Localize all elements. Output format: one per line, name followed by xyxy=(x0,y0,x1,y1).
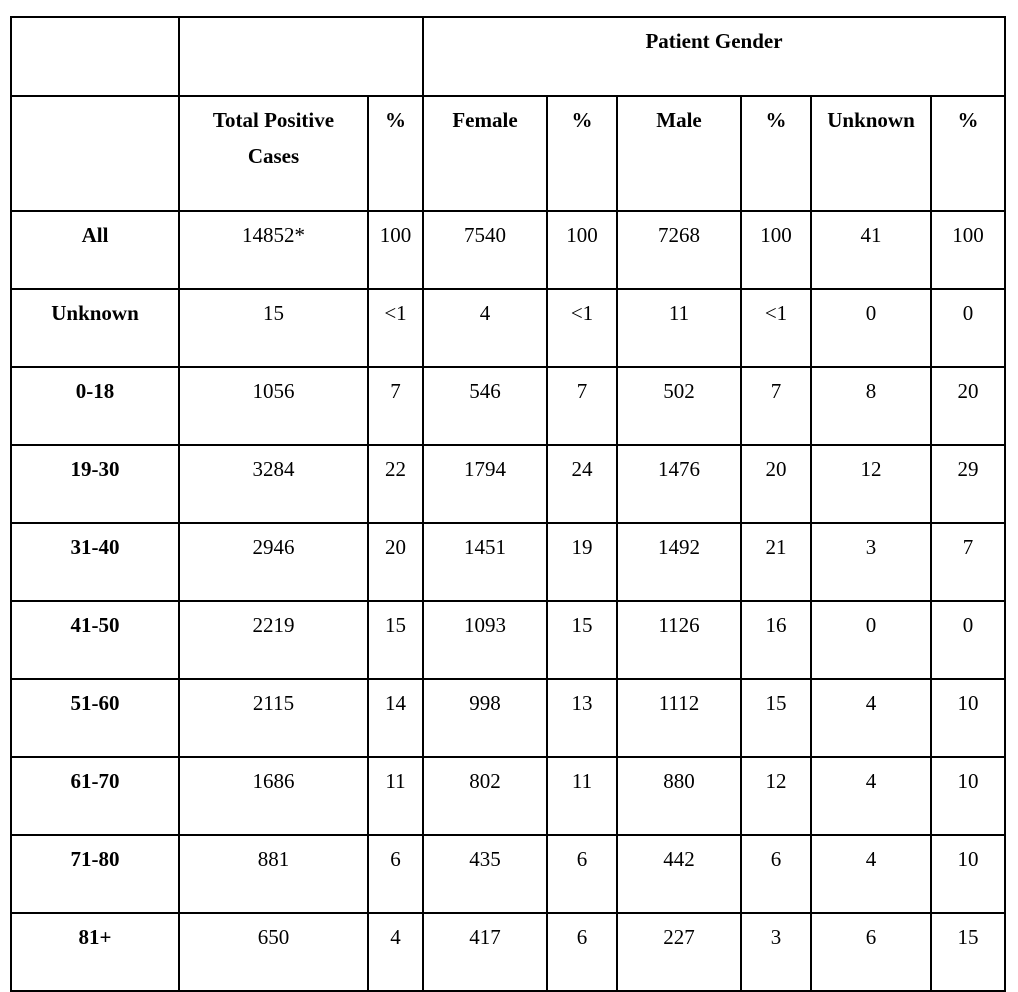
male-percent-cell: 3 xyxy=(741,913,811,991)
male-cell: 227 xyxy=(617,913,741,991)
male-percent-cell: 15 xyxy=(741,679,811,757)
unknown-gender-cell: 3 xyxy=(811,523,931,601)
patient-gender-header: Patient Gender xyxy=(423,17,1005,96)
total-percent-cell: 7 xyxy=(368,367,423,445)
unknown-gender-cell: 4 xyxy=(811,679,931,757)
total-positive-cases-cell: 650 xyxy=(179,913,368,991)
row-label: 81+ xyxy=(11,913,179,991)
total-positive-cases-cell: 1056 xyxy=(179,367,368,445)
total-positive-cases-cell: 2115 xyxy=(179,679,368,757)
unknown-gender-cell: 8 xyxy=(811,367,931,445)
female-cell: 998 xyxy=(423,679,547,757)
female-percent-cell: 15 xyxy=(547,601,617,679)
table-row xyxy=(11,523,1005,601)
table-row xyxy=(11,289,1005,367)
table-row xyxy=(11,445,1005,523)
male-cell: 442 xyxy=(617,835,741,913)
female-cell: 546 xyxy=(423,367,547,445)
empty-corner-cell xyxy=(11,17,179,96)
unknown-percent-cell: 10 xyxy=(931,757,1005,835)
table-row xyxy=(11,601,1005,679)
total-positive-cases-header: Total Positive Cases xyxy=(179,96,368,211)
male-cell: 1126 xyxy=(617,601,741,679)
total-positive-cases-cell: 2219 xyxy=(179,601,368,679)
row-label: 31-40 xyxy=(11,523,179,601)
female-cell: 1093 xyxy=(423,601,547,679)
unknown-gender-cell: 0 xyxy=(811,289,931,367)
unknown-percent-cell: 0 xyxy=(931,601,1005,679)
unknown-percent-cell: 29 xyxy=(931,445,1005,523)
total-percent-cell: 15 xyxy=(368,601,423,679)
male-percent-cell: 7 xyxy=(741,367,811,445)
unknown-gender-cell: 6 xyxy=(811,913,931,991)
table-row xyxy=(11,211,1005,289)
total-percent-cell: 14 xyxy=(368,679,423,757)
row-label: 41-50 xyxy=(11,601,179,679)
female-percent-cell: 24 xyxy=(547,445,617,523)
row-label: 71-80 xyxy=(11,835,179,913)
female-cell: 1794 xyxy=(423,445,547,523)
female-percent-cell: 6 xyxy=(547,835,617,913)
unknown-percent-cell: 10 xyxy=(931,679,1005,757)
total-percent-cell: 100 xyxy=(368,211,423,289)
female-percent-cell: 11 xyxy=(547,757,617,835)
total-percent-cell: 6 xyxy=(368,835,423,913)
table-row xyxy=(11,913,1005,991)
age-gender-table xyxy=(10,16,1006,992)
total-percent-cell: 4 xyxy=(368,913,423,991)
female-percent-cell: 13 xyxy=(547,679,617,757)
total-percent-cell: <1 xyxy=(368,289,423,367)
unknown-percent-cell: 7 xyxy=(931,523,1005,601)
male-cell: 11 xyxy=(617,289,741,367)
total-percent-header: % xyxy=(368,96,423,211)
total-positive-cases-cell: 3284 xyxy=(179,445,368,523)
table-row xyxy=(11,679,1005,757)
total-positive-cases-cell: 881 xyxy=(179,835,368,913)
male-cell: 1112 xyxy=(617,679,741,757)
total-positive-cases-cell: 1686 xyxy=(179,757,368,835)
female-cell: 1451 xyxy=(423,523,547,601)
unknown-percent-header: % xyxy=(931,96,1005,211)
total-percent-cell: 11 xyxy=(368,757,423,835)
female-header: Female xyxy=(423,96,547,211)
female-percent-cell: 19 xyxy=(547,523,617,601)
female-cell: 802 xyxy=(423,757,547,835)
empty-header-cell xyxy=(179,17,423,96)
total-percent-cell: 22 xyxy=(368,445,423,523)
female-percent-cell: <1 xyxy=(547,289,617,367)
table-row xyxy=(11,835,1005,913)
male-cell: 880 xyxy=(617,757,741,835)
male-cell: 502 xyxy=(617,367,741,445)
male-percent-cell: 21 xyxy=(741,523,811,601)
male-percent-cell: <1 xyxy=(741,289,811,367)
unknown-gender-header: Unknown xyxy=(811,96,931,211)
unknown-gender-cell: 41 xyxy=(811,211,931,289)
male-percent-cell: 20 xyxy=(741,445,811,523)
female-cell: 435 xyxy=(423,835,547,913)
male-cell: 7268 xyxy=(617,211,741,289)
male-percent-cell: 100 xyxy=(741,211,811,289)
total-positive-cases-cell: 14852* xyxy=(179,211,368,289)
table-row xyxy=(11,367,1005,445)
row-label: Unknown xyxy=(11,289,179,367)
female-percent-header: % xyxy=(547,96,617,211)
male-percent-cell: 16 xyxy=(741,601,811,679)
unknown-percent-cell: 100 xyxy=(931,211,1005,289)
total-positive-cases-cell: 15 xyxy=(179,289,368,367)
unknown-percent-cell: 10 xyxy=(931,835,1005,913)
female-cell: 417 xyxy=(423,913,547,991)
group-header-row xyxy=(11,17,1005,96)
female-percent-cell: 100 xyxy=(547,211,617,289)
unknown-percent-cell: 20 xyxy=(931,367,1005,445)
unknown-percent-cell: 15 xyxy=(931,913,1005,991)
unknown-gender-cell: 12 xyxy=(811,445,931,523)
row-label: 51-60 xyxy=(11,679,179,757)
table-row xyxy=(11,757,1005,835)
male-cell: 1476 xyxy=(617,445,741,523)
male-percent-cell: 6 xyxy=(741,835,811,913)
unknown-gender-cell: 4 xyxy=(811,835,931,913)
female-percent-cell: 7 xyxy=(547,367,617,445)
row-label: 61-70 xyxy=(11,757,179,835)
female-cell: 7540 xyxy=(423,211,547,289)
row-label: 19-30 xyxy=(11,445,179,523)
male-header: Male xyxy=(617,96,741,211)
empty-row-label-header xyxy=(11,96,179,211)
row-label: 0-18 xyxy=(11,367,179,445)
female-percent-cell: 6 xyxy=(547,913,617,991)
total-percent-cell: 20 xyxy=(368,523,423,601)
female-cell: 4 xyxy=(423,289,547,367)
row-label: All xyxy=(11,211,179,289)
male-percent-header: % xyxy=(741,96,811,211)
unknown-percent-cell: 0 xyxy=(931,289,1005,367)
total-positive-cases-cell: 2946 xyxy=(179,523,368,601)
male-percent-cell: 12 xyxy=(741,757,811,835)
male-cell: 1492 xyxy=(617,523,741,601)
unknown-gender-cell: 4 xyxy=(811,757,931,835)
unknown-gender-cell: 0 xyxy=(811,601,931,679)
column-header-row xyxy=(11,96,1005,211)
